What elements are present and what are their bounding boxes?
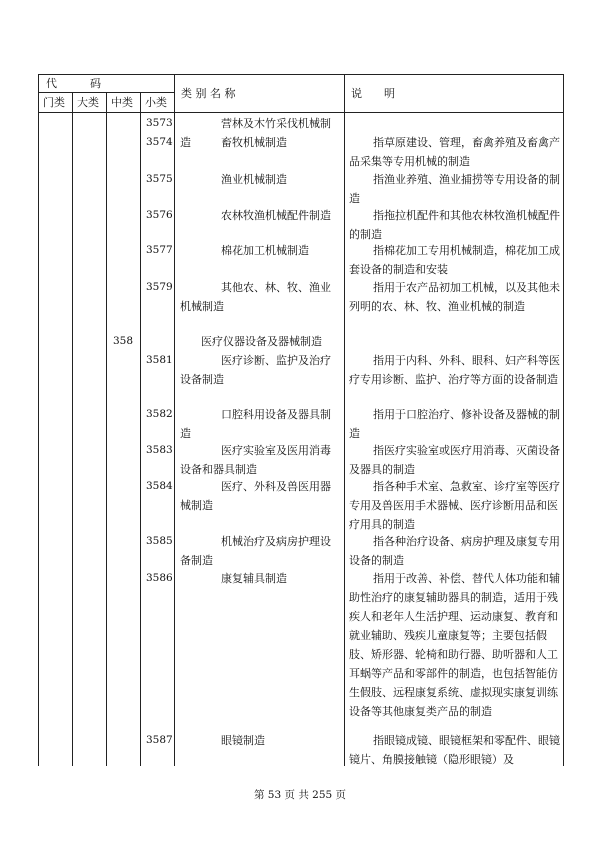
row-name: 畜牧机械制造: [221, 136, 287, 149]
row-desc: 指眼镜成镜、眼镜框架和零配件、眼镜镜片、角膜接触镜（隐形眼镜）及: [349, 734, 560, 766]
row-code: 3581: [146, 354, 173, 366]
header-code-label: 代 码: [46, 77, 101, 90]
row-code: 3576: [146, 209, 173, 221]
col-border-name: [344, 74, 345, 766]
col-border-zhonglei: [140, 92, 141, 766]
row-code: 3573: [146, 117, 173, 129]
row-name: 医疗诊断、监护及治疗设备制造: [180, 354, 331, 386]
row-desc: 指拖拉机配件和其他农林牧渔机械配件的制造: [349, 209, 560, 241]
row-name: 口腔科用设备及器具制造: [180, 408, 331, 440]
row-name: 眼镜制造: [221, 734, 265, 747]
row-desc: 指用于改善、补偿、替代人体功能和辅助性治疗的康复辅助器具的制造，适用于残疾人和老年人生活护理、运动康复、教育和就业辅助、残疾儿童康复等；主要包括假肢、矫形器、轮椅和助行器、助听器和人工耳蜗等产品和零部件的制造，也包括智能仿生假肢、远程康复系统、虚拟现实康复训练设备等其他康复类产品的制造: [349, 572, 560, 718]
row-code: 3583: [146, 444, 173, 456]
row-code: 3586: [146, 572, 173, 584]
header-col-xiaolei: 小类: [145, 96, 167, 109]
row-name: 医疗实验室及医用消毒设备和器具制造: [180, 444, 331, 476]
row-name: 其他农、林、牧、渔业机械制造: [180, 281, 331, 313]
row-desc: 指棉花加工专用机械制造，棉花加工成套设备的制造和安装: [349, 244, 560, 276]
row-name: 棉花加工机械制造: [221, 244, 309, 257]
row-desc: 指用于农产品初加工机械，以及其他未列明的农、林、牧、渔业机械的制造: [349, 281, 560, 313]
row-code-category: 358: [113, 335, 134, 347]
row-name: 渔业机械制造: [221, 173, 287, 186]
col-border-left: [38, 74, 39, 766]
table-top-border: [38, 74, 564, 75]
row-code: 3585: [146, 535, 173, 547]
row-desc: 指各种手术室、急救室、诊疗室等医疗专用及兽医用手术器械、医疗诊断用品和医疗用具的制造: [349, 480, 560, 531]
header-col-dalei: 大类: [77, 96, 99, 109]
row-code: 3574: [146, 136, 173, 148]
row-code: 3577: [146, 244, 173, 256]
header-col-desc: 说 明: [351, 87, 395, 100]
row-desc: 指用于口腔治疗、修补设备及器械的制造: [349, 408, 560, 440]
row-code: 3579: [146, 281, 173, 293]
row-code: 3575: [146, 173, 173, 185]
col-border-menlei: [72, 92, 73, 766]
row-desc: 指用于内科、外科、眼科、妇产科等医疗专用诊断、监护、治疗等方面的设备制造: [349, 354, 560, 386]
header-bottom-rule: [38, 112, 564, 113]
row-name: 农林牧渔机械配件制造: [221, 209, 331, 222]
row-name-category: 医疗仪器设备及器械制造: [201, 335, 322, 348]
col-border-xiaolei: [174, 74, 175, 766]
header-col-name: 类 别 名 称: [181, 87, 236, 100]
header-col-menlei: 门类: [43, 96, 65, 109]
row-desc: 指渔业养殖、渔业捕捞等专用设备的制造: [349, 173, 560, 205]
row-desc: 指各种治疗设备、病房护理及康复专用设备的制造: [349, 535, 560, 567]
row-desc: 指医疗实验室或医疗用消毒、灭菌设备及器具的制造: [349, 444, 560, 476]
header-col-zhonglei: 中类: [111, 96, 133, 109]
row-name: 医疗、外科及兽医用器械制造: [180, 480, 331, 512]
row-code: 3584: [146, 480, 173, 492]
row-code: 3582: [146, 408, 173, 420]
row-name: 康复辅具制造: [221, 572, 287, 585]
page-number: 第 53 页 共 255 页: [253, 789, 347, 801]
row-desc: 指草原建设、管理，畜禽养殖及畜禽产品采集等专用机械的制造: [349, 136, 560, 168]
row-name: 机械治疗及病房护理设备制造: [180, 535, 331, 567]
row-code: 3587: [146, 734, 173, 746]
col-border-dalei: [106, 92, 107, 766]
row-name: 营林及木竹采伐机械制造: [180, 117, 331, 149]
